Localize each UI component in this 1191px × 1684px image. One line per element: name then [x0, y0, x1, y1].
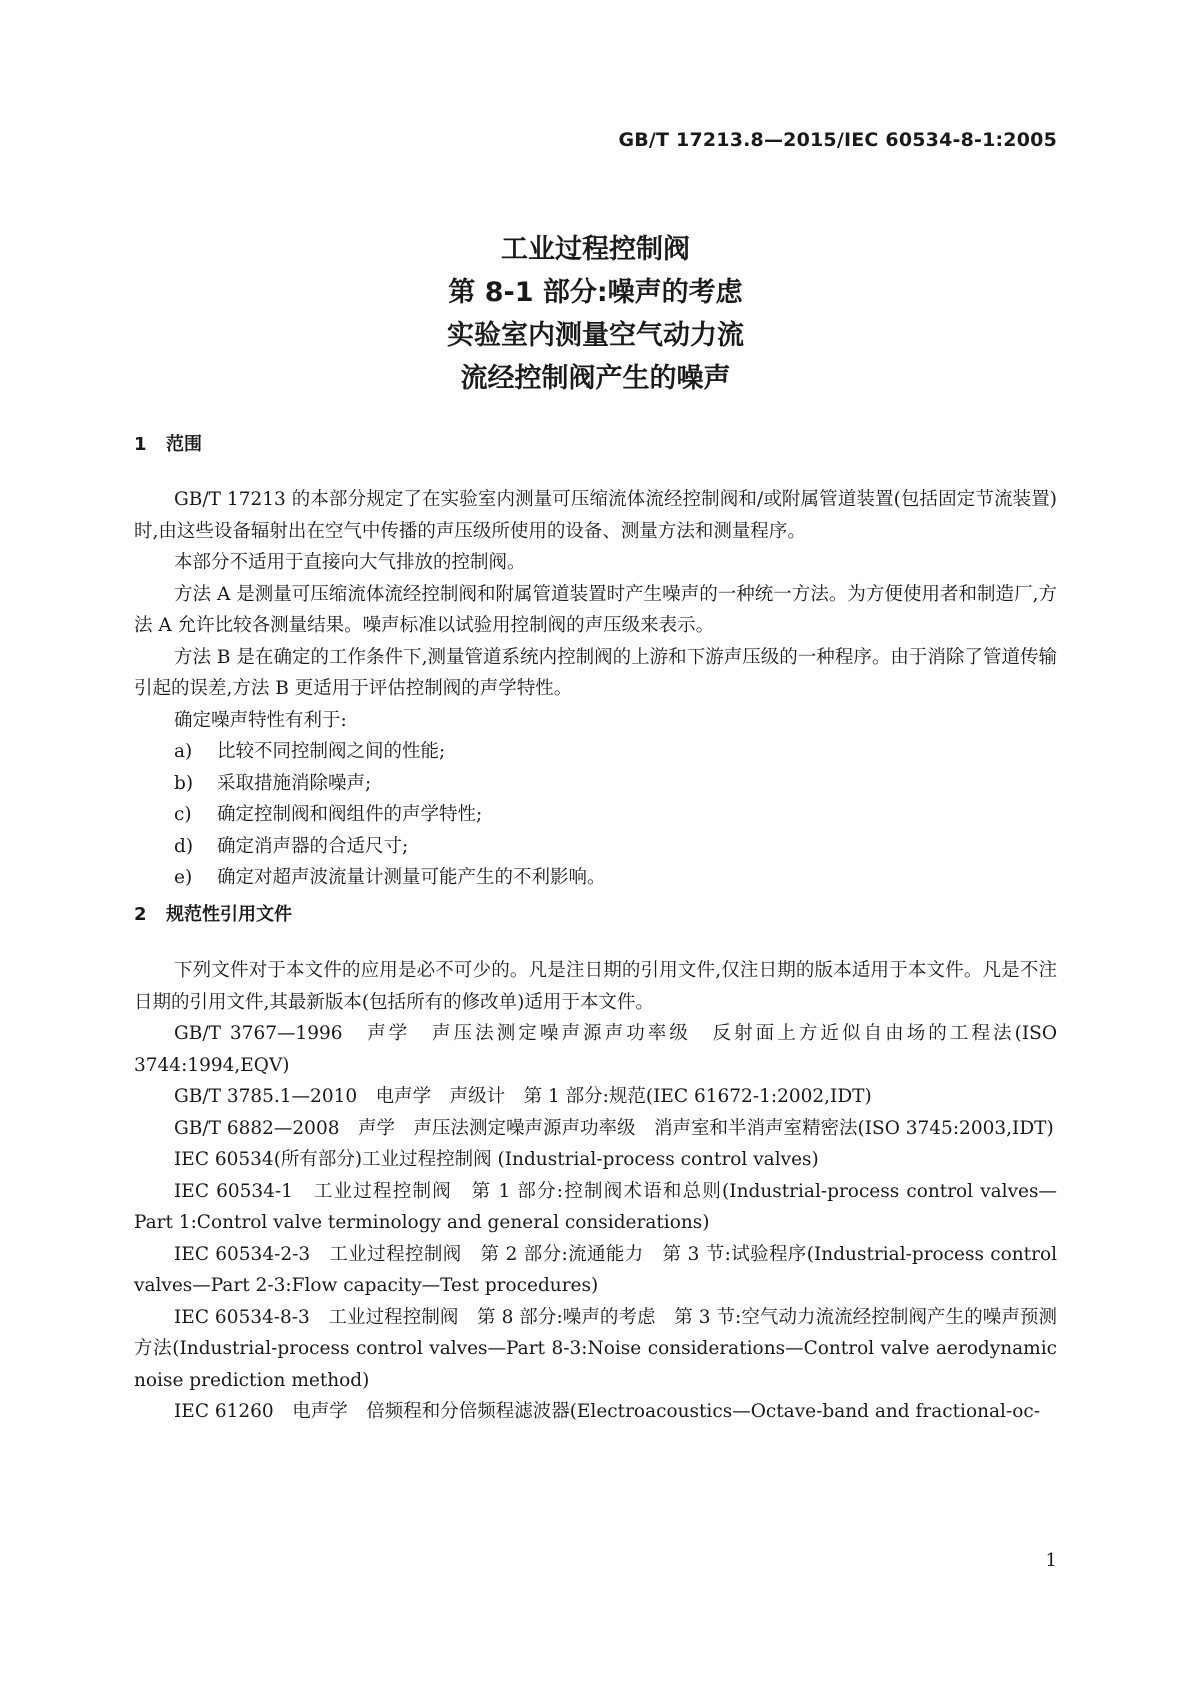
section-1-heading: [134, 430, 202, 456]
list-item-text: 确定控制阀和阀组件的声学特性;: [217, 804, 483, 825]
reference-entry: IEC 60534-2-3 工业过程控制阀 第 2 部分:流通能力 第 3 节:试验程序(Industrial-process control valves—Part 2-3:Flow capacity—Test procedures): [134, 1243, 1057, 1296]
section-title: 规范性引用文件: [166, 904, 292, 925]
list-marker: c): [174, 804, 192, 825]
reference-entry: IEC 61260 电声学 倍频程和分倍频程滤波器(Electroacoustics—Octave-band and fractional-oc-: [174, 1401, 1040, 1422]
title-line: 工业过程控制阀: [501, 234, 690, 265]
title-line: 实验室内测量空气动力流: [447, 320, 744, 351]
document-title: [0, 228, 1191, 400]
list-marker: e): [174, 867, 193, 888]
section-number: 2: [134, 904, 147, 925]
paragraph: 下列文件对于本文件的应用是必不可少的。凡是注日期的引用文件,仅注日期的版本适用于本文件。凡是不注日期的引用文件,其最新版本(包括所有的修改单)适用于本文件。: [134, 960, 1057, 1013]
list-item-text: 比较不同控制阀之间的性能;: [217, 741, 446, 762]
reference-entry: IEC 60534-8-3 工业过程控制阀 第 8 部分:噪声的考虑 第 3 节:空气动力流流经控制阀产生的噪声预测方法(Industrial-process control valves—Part 8-3:Noise considerations—Control valve aerodynamic noise prediction method): [134, 1306, 1057, 1391]
paragraph: GB/T 17213 的本部分规定了在实验室内测量可压缩流体流经控制阀和/或附属管道装置(包括固定节流装置)时,由这些设备辐射出在空气中传播的声压级所使用的设备、测量方法和测量程序。: [134, 489, 1057, 542]
list-marker: b): [174, 772, 194, 794]
reference-entry: IEC 60534(所有部分)工业过程控制阀 (Industrial-process control valves): [174, 1149, 819, 1170]
list-item: [134, 799, 1057, 831]
list-item: [134, 768, 1057, 800]
list-marker: d): [174, 835, 194, 857]
list-item: [134, 736, 1057, 768]
reference-entry: GB/T 6882—2008 声学 声压法测定噪声源声功率级 消声室和半消声室精密法(ISO 3745:2003,IDT): [174, 1117, 1054, 1139]
list-item-text: 采取措施消除噪声;: [217, 772, 372, 794]
title-line: 流经控制阀产生的噪声: [460, 363, 731, 394]
list-item: [134, 862, 1057, 894]
reference-entry: GB/T 3767—1996 声学 声压法测定噪声源声功率级 反射面上方近似自由场的工程法(ISO 3744:1994,EQV): [134, 1023, 1057, 1076]
list-marker: a): [174, 741, 193, 762]
standard-code-header: GB/T 17213.8—2015/IEC 60534-8-1:2005: [618, 129, 1057, 151]
paragraph: 方法 B 是在确定的工作条件下,测量管道系统内控制阀的上游和下游声压级的一种程序。由于消除了管道传输引起的误差,方法 B 更适用于评估控制阀的声学特性。: [134, 646, 1057, 699]
page-number: 1: [1045, 1550, 1057, 1571]
section-2-body: [134, 955, 1057, 1428]
list-item-text: 确定对超声波流量计测量可能产生的不利影响。: [217, 867, 606, 888]
paragraph: 方法 A 是测量可压缩流体流经控制阀和附属管道装置时产生噪声的一种统一方法。为方便使用者和制造厂,方法 A 允许比较各测量结果。噪声标准以试验用控制阀的声压级来表示。: [134, 583, 1057, 636]
section-1-body: [134, 484, 1057, 894]
paragraph: 确定噪声特性有利于:: [174, 709, 347, 731]
section-number: 1: [134, 434, 147, 455]
reference-entry: GB/T 3785.1—2010 电声学 声级计 第 1 部分:规范(IEC 61672-1:2002,IDT): [174, 1086, 872, 1107]
reference-entry: IEC 60534-1 工业过程控制阀 第 1 部分:控制阀术语和总则(Industrial-process control valves—Part 1:Control valve terminology and general considerations): [134, 1180, 1057, 1233]
list-item-text: 确定消声器的合适尺寸;: [217, 835, 409, 857]
list-item: [134, 831, 1057, 863]
section-2-heading: [134, 900, 292, 926]
section-title: 范围: [166, 434, 202, 455]
title-line: 第 8-1 部分:噪声的考虑: [448, 277, 743, 308]
paragraph: 本部分不适用于直接向大气排放的控制阀。: [174, 552, 526, 573]
